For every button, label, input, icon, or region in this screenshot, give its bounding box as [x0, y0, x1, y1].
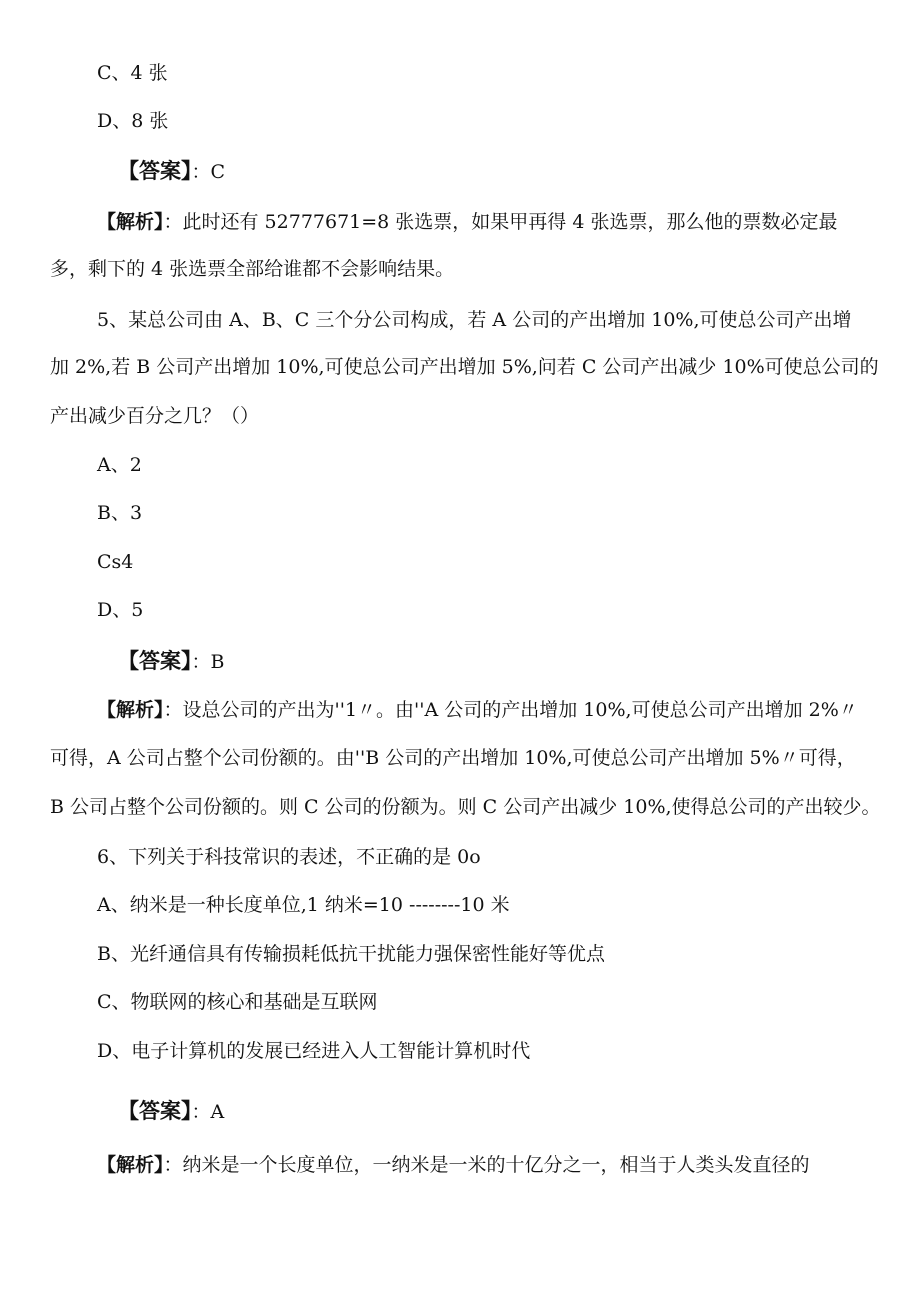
q6-option-d: D、电子计算机的发展已经进入人工智能计算机时代 — [97, 1040, 531, 1062]
q5-option-d: D、5 — [97, 599, 144, 621]
analysis-label: 【解析】 — [97, 211, 164, 233]
answer-value: ：A — [191, 1101, 225, 1123]
answer-label: 【答案】 — [118, 1098, 192, 1123]
answer-label: 【答案】 — [118, 158, 192, 183]
q5-question-line-3: 产出减少百分之几？（） — [50, 405, 260, 427]
q5-analysis-line-3: B 公司占整个公司份额的。则 C 公司的份额为。则 C 公司产出减少 10%,使得总公司的产出较少。 — [50, 796, 881, 818]
q5-question-line-2: 加 2%,若 B 公司产出增加 10%,可使总公司产出增加 5%,问若 C 公司产出减少 10%可使总公司的 — [50, 356, 879, 378]
q4-option-d: D、8 张 — [97, 110, 169, 132]
q4-option-c: C、4 张 — [97, 62, 168, 84]
q5-option-b: B、3 — [97, 502, 143, 524]
q6-option-a: A、纳米是一种长度单位,1 纳米=10 --------10 米 — [97, 894, 510, 916]
analysis-label: 【解析】 — [97, 699, 164, 721]
q4-analysis-line-1 — [97, 210, 837, 234]
q5-answer — [118, 649, 224, 674]
q4-analysis-line-2: 多，剩下的 4 张选票全部给谁都不会影响结果。 — [50, 258, 455, 280]
q5-question-line-1: 5、某总公司由 A、B、C 三个分公司构成，若 A 公司的产出增加 10%,可使总公司产出增 — [97, 309, 852, 331]
analysis-text: ：纳米是一个长度单位，一纳米是一米的十亿分之一，相当于人类头发直径的 — [163, 1154, 810, 1176]
q6-option-b: B、光纤通信具有传输损耗低抗干扰能力强保密性能好等优点 — [97, 943, 605, 965]
answer-value: ：C — [191, 161, 226, 183]
q5-analysis-line-2: 可得，A 公司占整个公司份额的。由''B 公司的产出增加 10%,可使总公司产出增加 5%〃可得， — [50, 747, 856, 769]
analysis-label: 【解析】 — [97, 1154, 164, 1176]
answer-value: ：B — [191, 651, 225, 673]
analysis-text: ：设总公司的产出为''1〃。由''A 公司的产出增加 10%,可使总公司产出增加 2%〃 — [163, 699, 858, 721]
q6-answer — [118, 1099, 224, 1124]
analysis-text: ：此时还有 52777671=8 张选票，如果甲再得 4 张选票，那么他的票数必定最 — [163, 211, 838, 233]
q6-question: 6、下列关于科技常识的表述，不正确的是 0o — [97, 846, 481, 868]
q5-analysis-line-1 — [97, 698, 858, 722]
q5-option-a: A、2 — [97, 454, 142, 476]
q4-answer — [118, 159, 225, 184]
q6-option-c: C、物联网的核心和基础是互联网 — [97, 991, 378, 1013]
q5-option-c: Cs4 — [97, 551, 134, 573]
q6-analysis-line-1 — [97, 1153, 810, 1177]
answer-label: 【答案】 — [118, 648, 192, 673]
